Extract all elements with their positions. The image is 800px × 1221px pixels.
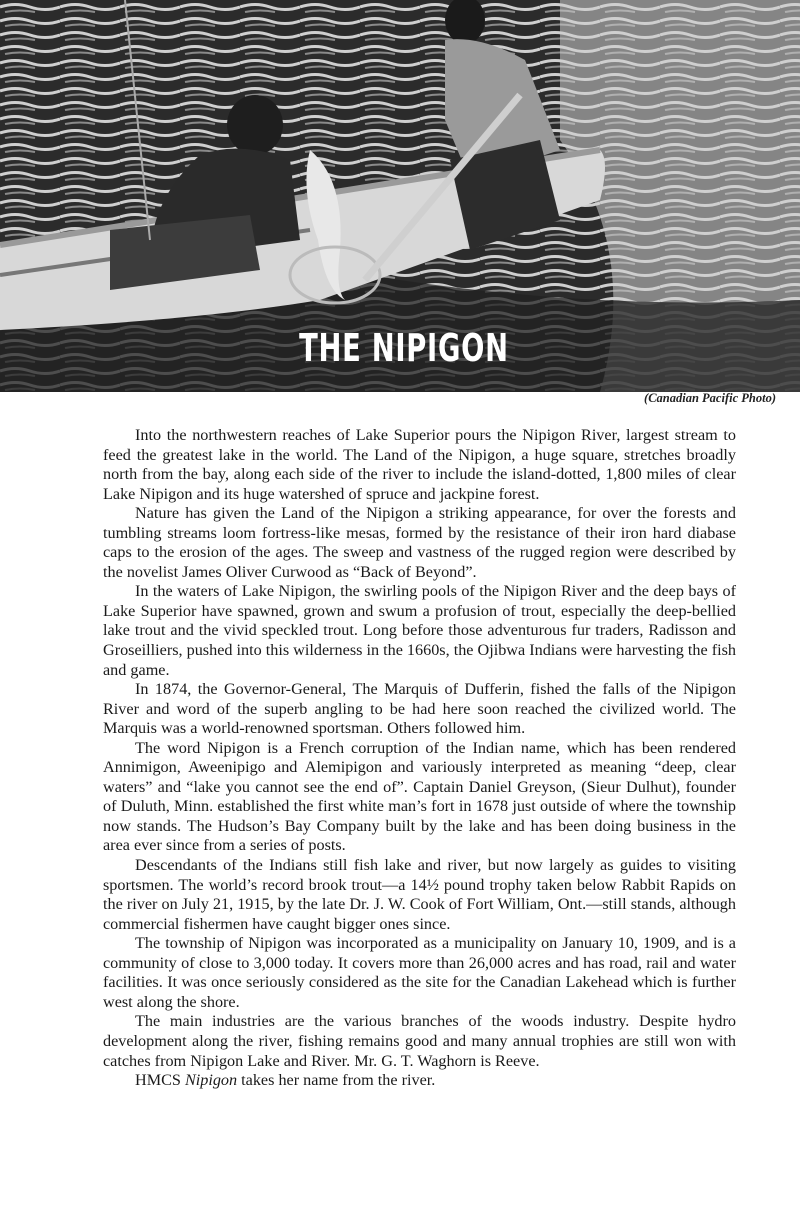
article-title: THE NIPIGON	[299, 326, 509, 370]
paragraph: In the waters of Lake Nipigon, the swirling pools of the Nipigon River and the deep bays of Lake Superior have spawned, grown and swum a profusion of trout, especially the deep-bellied lake trout and the vivid speckled trout. Long before those adventurous fur traders, Radisson and Groseilliers, pushed into this wilderness in the 1660s, the Ojibwa Indians were harvesting the fish and game.	[103, 582, 736, 679]
paragraph: The township of Nipigon was incorporated as a municipality on January 10, 1909, and is a community of close to 3,000 today. It covers more than 26,000 acres and has road, rail and water facilities. It was once seriously considered as the site for the Canadian Lakehead which is further west along the shore.	[103, 934, 736, 1011]
paragraph: Nature has given the Land of the Nipigon a striking appearance, for over the forests and tumbling streams loom fortress-like mesas, formed by the resistance of their iron hard diabase caps to the erosion of the ages. The sweep and vastness of the rugged region were described by the novelist James Oliver Curwood as “Back of Beyond”.	[103, 504, 736, 581]
header-photo	[0, 0, 800, 392]
closing-paragraph	[103, 1071, 736, 1091]
photo-credit: (Canadian Pacific Photo)	[644, 391, 776, 405]
article-body	[103, 426, 736, 1091]
ship-suffix: takes her name from the river.	[237, 1071, 436, 1090]
paragraph: Descendants of the Indians still fish lake and river, but now largely as guides to visiting sportsmen. The world’s record brook trout—a 14½ pound trophy taken below Rabbit Rapids on the river on July 21, 1915, by the late Dr. J. W. Cook of Fort William, Ont.—still stands, although commercial fishermen have caught bigger ones since.	[103, 856, 736, 933]
paragraph: The word Nipigon is a French corruption of the Indian name, which has been rendered Annimigon, Aweenipigo and Alemipigon and variously interpreted as meaning “deep, clear waters” and “lake you cannot see the end of”. Captain Daniel Greyson, (Sieur Dulhut), founder of Duluth, Minn. established the first white man’s fort in 1678 just outside of where the township now stands. The Hudson’s Bay Company built by the lake and has been doing business in the area ever since from a series of posts.	[103, 738, 736, 855]
paragraph: Into the northwestern reaches of Lake Superior pours the Nipigon River, largest stream to feed the greatest lake in the world. The Land of the Nipigon, a huge square, stretches broadly north from the bay, along each side of the river to include the island-dotted, 1,800 miles of clear Lake Nipigon and its huge watershed of spruce and jackpine forest.	[103, 426, 736, 503]
paragraph: The main industries are the various branches of the woods industry. Despite hydro development along the river, fishing remains good and many annual trophies are still won with catches from Nipigon Lake and River. Mr. G. T. Waghorn is Reeve.	[103, 1012, 736, 1070]
ship-name: Nipigon	[184, 1071, 238, 1090]
paragraph: In 1874, the Governor-General, The Marquis of Dufferin, fished the falls of the Nipigon River and word of the superb angling to be had here soon reached the civilized world. The Marquis was a world-renowned sportsman. Others followed him.	[103, 680, 736, 738]
ship-prefix: HMCS	[135, 1071, 185, 1090]
